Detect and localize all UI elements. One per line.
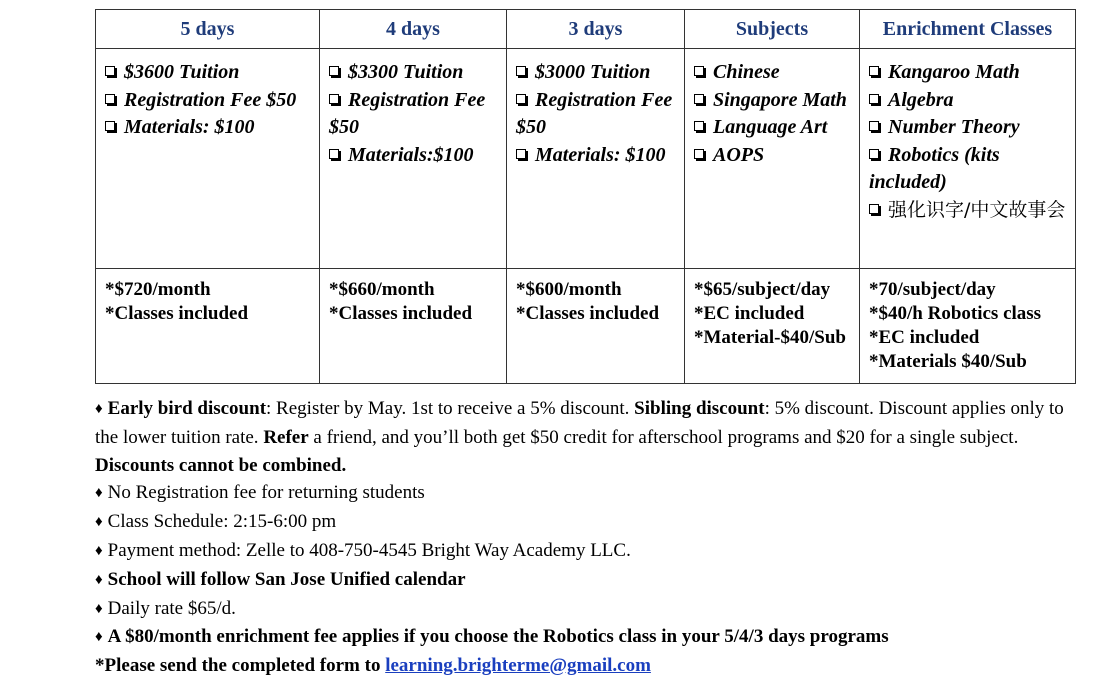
option-item: $3000 Tuition	[535, 61, 651, 83]
header-subjects: Subjects	[685, 10, 860, 49]
checkbox-icon[interactable]	[869, 94, 879, 104]
option-item: Kangaroo Math	[888, 61, 1020, 83]
rate-item: *EC included	[694, 303, 805, 324]
checkbox-icon[interactable]	[694, 66, 704, 76]
option-item: Language Art	[713, 116, 828, 138]
robotics-fee-note	[95, 623, 1085, 652]
checkbox-icon[interactable]	[694, 149, 704, 159]
discount-note	[95, 395, 1085, 479]
sibling-text: : 5% discount. Discount applies only to the lower tuition rate.	[95, 398, 1064, 448]
rates-row	[96, 269, 1076, 384]
options-row	[96, 49, 1076, 269]
option-item: Registration Fee $50	[124, 88, 297, 111]
rate-item: *$600/month	[516, 279, 622, 300]
rate-item: *EC included	[869, 327, 980, 348]
checkbox-icon[interactable]	[869, 66, 879, 76]
rate-item: *Classes included	[516, 303, 660, 324]
header-4-days: 4 days	[320, 10, 507, 49]
option-item: Number Theory	[888, 116, 1020, 138]
option-item: $3600 Tuition	[124, 61, 240, 83]
sibling-label: Sibling discount	[634, 398, 765, 419]
diamond-bullet-icon: ♦	[95, 514, 103, 531]
diamond-bullet-icon: ♦	[95, 629, 103, 646]
checkbox-icon[interactable]	[516, 66, 526, 76]
early-bird-text: : Register by May. 1st to receive a 5% discount.	[266, 398, 635, 419]
diamond-bullet-icon: ♦	[95, 485, 103, 502]
robotics-fee-text: A $80/month enrichment fee applies if you choose the Robotics class in your 5/4/3 days programs	[107, 626, 889, 648]
rate-item: *$65/subject/day	[694, 279, 831, 300]
send-form-text: *Please send the completed form to	[95, 655, 386, 677]
options-enrichment	[860, 49, 1076, 269]
registration-note	[95, 479, 1085, 508]
header-5-days: 5 days	[96, 10, 320, 49]
rate-item: *$40/h Robotics class	[869, 303, 1042, 324]
rate-item: *$660/month	[329, 279, 435, 300]
rate-item: *Classes included	[105, 303, 249, 324]
checkbox-icon[interactable]	[694, 94, 704, 104]
calendar-text: School will follow San Jose Unified calendar	[107, 568, 466, 590]
registration-text: No Registration fee for returning students	[107, 482, 425, 504]
options-subjects	[685, 49, 860, 269]
option-item: $3300 Tuition	[348, 61, 464, 83]
calendar-note	[95, 566, 1085, 595]
option-item: AOPS	[713, 143, 765, 166]
option-item: Materials: $100	[535, 143, 666, 166]
daily-rate-text: Daily rate $65/d.	[107, 597, 236, 619]
checkbox-icon[interactable]	[516, 149, 526, 159]
options-5-days	[96, 49, 320, 269]
checkbox-icon[interactable]	[694, 121, 704, 131]
rates-5-days	[96, 269, 320, 384]
header-row	[96, 10, 1076, 49]
refer-text: a friend, and you’ll both get $50 credit for afterschool programs and $20 for a single subject.	[308, 426, 1019, 448]
header-enrichment: Enrichment Classes	[860, 10, 1076, 49]
rate-item: *Classes included	[329, 303, 473, 324]
option-item: Registration Fee $50	[516, 88, 673, 138]
checkbox-icon[interactable]	[329, 66, 339, 76]
no-combine-text: Discounts cannot be combined.	[95, 454, 347, 476]
option-item: Materials:$100	[348, 143, 474, 166]
header-3-days: 3 days	[507, 10, 685, 49]
checkbox-icon[interactable]	[869, 204, 879, 214]
rates-3-days	[507, 269, 685, 384]
notes-section	[95, 395, 1085, 680]
checkbox-icon[interactable]	[105, 94, 115, 104]
option-item: Materials: $100	[124, 116, 255, 138]
options-4-days	[320, 49, 507, 269]
options-3-days	[507, 49, 685, 269]
diamond-bullet-icon: ♦	[95, 600, 103, 617]
rates-subjects	[685, 269, 860, 384]
rates-enrichment	[860, 269, 1076, 384]
checkbox-icon[interactable]	[329, 149, 339, 159]
rate-item: *Material-$40/Sub	[694, 327, 846, 348]
send-form-note	[95, 652, 1085, 680]
checkbox-icon[interactable]	[869, 149, 879, 159]
schedule-note	[95, 508, 1085, 537]
diamond-bullet-icon: ♦	[95, 542, 103, 559]
rates-4-days	[320, 269, 507, 384]
rate-item: *$720/month	[105, 279, 211, 300]
daily-rate-note	[95, 595, 1085, 624]
schedule-text: Class Schedule: 2:15-6:00 pm	[107, 511, 337, 533]
rate-item: *70/subject/day	[869, 279, 996, 300]
early-bird-label: Early bird discount	[107, 398, 267, 419]
option-item: Robotics (kits included)	[869, 143, 1000, 193]
option-item: Chinese	[713, 61, 780, 83]
pricing-table	[95, 9, 1076, 384]
diamond-bullet-icon: ♦	[95, 401, 103, 417]
checkbox-icon[interactable]	[869, 121, 879, 131]
email-link[interactable]: learning.brighterme@gmail.com	[385, 655, 651, 677]
checkbox-icon[interactable]	[105, 121, 115, 131]
rate-item: *Materials $40/Sub	[869, 351, 1027, 372]
payment-note	[95, 537, 1085, 566]
checkbox-icon[interactable]	[516, 94, 526, 104]
checkbox-icon[interactable]	[105, 66, 115, 76]
option-item: Registration Fee $50	[329, 88, 486, 138]
option-item: Singapore Math	[713, 88, 847, 111]
checkbox-icon[interactable]	[329, 94, 339, 104]
diamond-bullet-icon: ♦	[95, 571, 103, 588]
refer-label: Refer	[263, 426, 309, 448]
option-item: 强化识字/中文故事会	[888, 198, 1066, 221]
payment-text: Payment method: Zelle to 408-750-4545 Bright Way Academy LLC.	[107, 539, 631, 561]
option-item: Algebra	[888, 88, 954, 111]
